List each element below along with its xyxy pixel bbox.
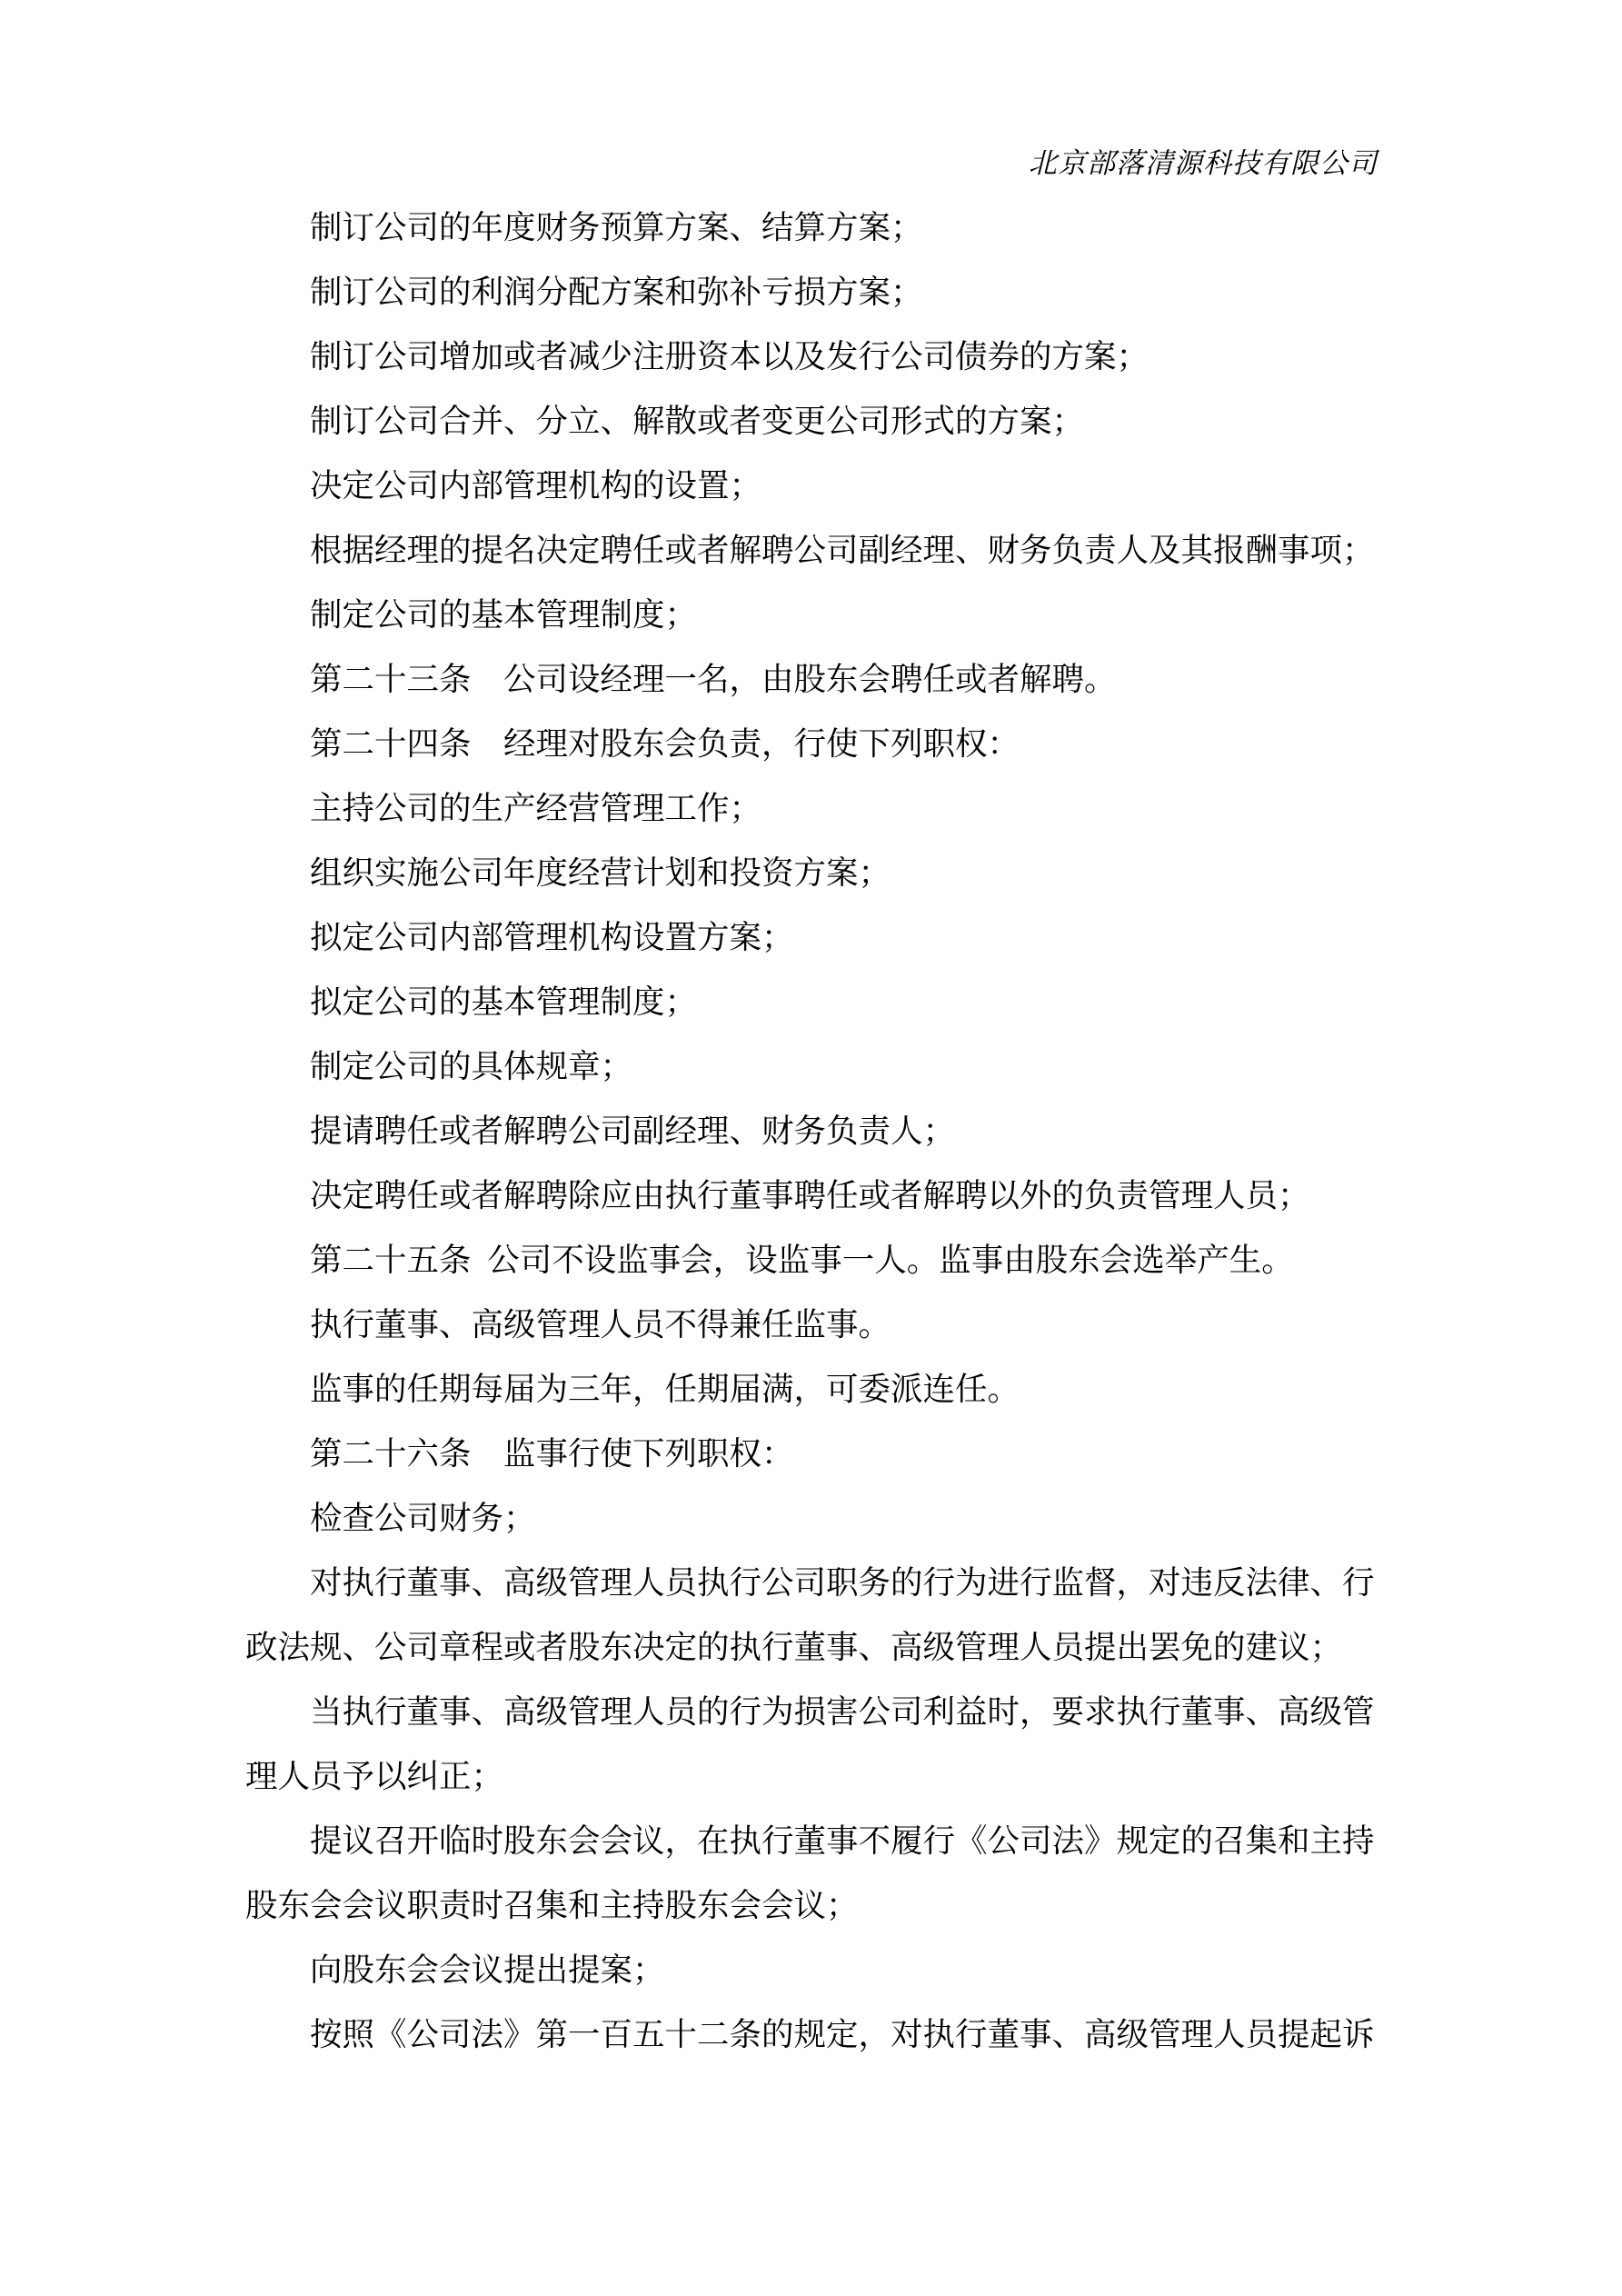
text-line: 执行董事、高级管理人员不得兼任监事。 (310, 1306, 891, 1343)
document-body (245, 195, 1378, 2067)
text-line: 理人员予以纠正； (245, 1758, 504, 1794)
text-line: 制订公司合并、分立、解散或者变更公司形式的方案； (310, 403, 1085, 439)
text-line: 拟定公司内部管理机构设置方案； (310, 919, 794, 955)
text-line: 提议召开临时股东会会议，在执行董事不履行《公司法》规定的召集和主持 (310, 1822, 1375, 1859)
text-line: 主持公司的生产经营管理工作； (310, 790, 762, 826)
text-line: 决定聘任或者解聘除应由执行董事聘任或者解聘以外的负责管理人员； (310, 1177, 1310, 1213)
text-line: 制订公司的利润分配方案和弥补亏损方案； (310, 274, 923, 310)
page-header (245, 145, 1378, 182)
text-line: 股东会会议职责时召集和主持股东会会议； (245, 1887, 859, 1923)
text-line: 第二十六条 监事行使下列职权： (310, 1435, 794, 1472)
text-line: 向股东会会议提出提案； (310, 1952, 665, 1988)
text-line: 制定公司的具体规章； (310, 1048, 633, 1084)
text-line: 决定公司内部管理机构的设置； (310, 467, 762, 504)
text-line: 第二十五条 公司不设监事会，设监事一人。监事由股东会选举产生。 (310, 1242, 1294, 1278)
text-line: 政法规、公司章程或者股东决定的执行董事、高级管理人员提出罢免的建议； (245, 1629, 1343, 1665)
text-line: 第二十四条 经理对股东会负责，行使下列职权： (310, 725, 1020, 762)
text-line: 拟定公司的基本管理制度； (310, 983, 698, 1020)
text-line: 监事的任期每届为三年，任期届满，可委派连任。 (310, 1371, 1020, 1407)
text-line: 按照《公司法》第一百五十二条的规定，对执行董事、高级管理人员提起诉 (310, 2016, 1375, 2052)
header-company-name: 北京部落清源科技有限公司 (1029, 147, 1378, 179)
text-line: 当执行董事、高级管理人员的行为损害公司利益时，要求执行董事、高级管 (310, 1693, 1375, 1730)
text-line: 检查公司财务； (310, 1500, 536, 1536)
text-line: 组织实施公司年度经营计划和投资方案； (310, 854, 891, 891)
text-line: 制订公司的年度财务预算方案、结算方案； (310, 209, 923, 245)
text-line: 提请聘任或者解聘公司副经理、财务负责人； (310, 1113, 956, 1149)
text-line: 制定公司的基本管理制度； (310, 596, 698, 633)
text-line: 制订公司增加或者减少注册资本以及发行公司债券的方案； (310, 338, 1149, 374)
text-line: 根据经理的提名决定聘任或者解聘公司副经理、财务负责人及其报酬事项； (310, 532, 1375, 568)
text-line: 第二十三条 公司设经理一名，由股东会聘任或者解聘。 (310, 661, 1117, 697)
text-line: 对执行董事、高级管理人员执行公司职务的行为进行监督，对违反法律、行 (310, 1564, 1375, 1601)
